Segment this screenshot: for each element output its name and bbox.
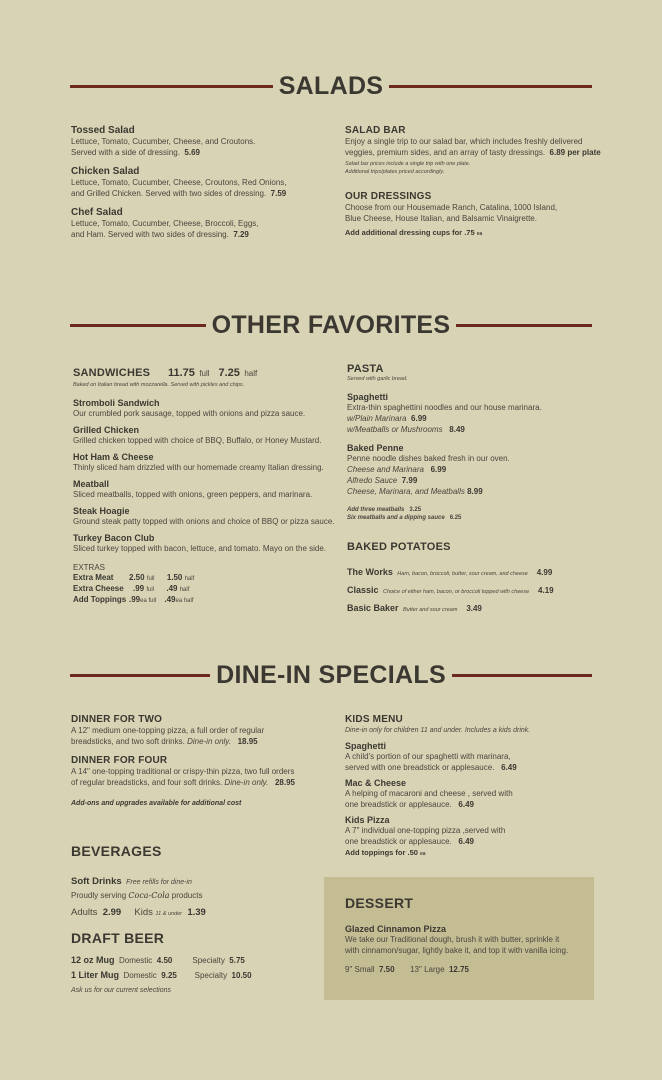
item-desc: Blue Cheese, House Italian, and Balsamic Vinaigrette.: [345, 214, 537, 223]
dinein-header: [70, 661, 592, 690]
beer-title: DRAFT BEER: [71, 930, 165, 946]
list-item: The Works Ham, bacon, broccoli, butter, sour cream, and cheese 4.99: [347, 567, 553, 577]
table-row: Extra Cheese .99 full .49 half: [73, 584, 190, 593]
menu-item-dinner-for-four: DINNER FOR FOUR A 14" one-topping traditional or crispy-thin pizza, two full orders of regular breadsticks, and four soft drinks. Dine-in only. 28.95: [71, 755, 295, 787]
kids-menu-column: [345, 714, 595, 860]
salads-right-column: [345, 125, 601, 240]
dessert-panel: [324, 877, 594, 1000]
favorites-header: [70, 311, 592, 340]
item-price: 6.89 per plate: [549, 148, 601, 157]
item-desc: Choose from our Housemade Ranch, Catalina, 1000 Island,: [345, 203, 558, 212]
beverages-title: BEVERAGES: [71, 843, 162, 859]
sandwiches-header: SANDWICHES 11.75 full 7.25 half: [73, 367, 258, 379]
salads-title: SALADS: [278, 72, 384, 100]
sandwiches-note: Baked on Italian bread with mozzarella. Served with pickles and chips.: [73, 382, 245, 388]
table-row: Add Toppings .99ea full .49ea half: [73, 595, 194, 604]
beer-section: [71, 930, 321, 996]
sandwich-list: [73, 398, 338, 554]
salads-header: [70, 72, 592, 101]
header-rule-left: [70, 324, 206, 327]
sandwich-half-price: 7.25: [218, 367, 240, 379]
list-item: Basic Baker Butter and sour cream 3.49: [347, 603, 482, 613]
pasta-note: Served with garlic bread.: [347, 376, 408, 382]
header-rule-right: [389, 85, 592, 88]
soft-drink-prices: Adults 2.99 Kids 11 & under 1.39: [71, 907, 206, 918]
beverages-section: [71, 843, 321, 918]
dinein-left-column: [71, 714, 333, 809]
menu-item-glazed-cinnamon-pizza: Glazed Cinnamon Pizza We take our Traditional dough, brush it with butter, sprinkle it with cinnamon/sugar, lightly bake it, and top it with vanilla icing. 9" Small 7.50 13" Large 12.75: [345, 924, 569, 974]
item-name: Tossed Salad: [71, 125, 135, 136]
pasta-addons: Add three meatballs 3.25 Six meatballs and a dipping sauce 6.25: [347, 507, 462, 521]
item-desc: veggies, premium sides, and an array of tasty dressings. 6.89 per plate: [345, 148, 601, 157]
item-price: 7.29: [233, 230, 249, 239]
item-desc: Lettuce, Tomato, Cucumber, Cheese, and Croutons.: [71, 137, 256, 146]
table-row: Extra Meat 2.50 full 1.50 half: [73, 573, 195, 582]
item-name: Chef Salad: [71, 207, 123, 218]
favorites-title: OTHER FAVORITES: [211, 311, 451, 339]
table-row: 12 oz Mug Domestic 4.50 Specialty 5.75: [71, 955, 245, 965]
kids-menu-note: Dine-in only for children 11 and under. Includes a kids drink.: [345, 727, 531, 734]
list-item: Spaghetti A child's portion of our spaghetti with marinara, served with one breadstick or applesauce. 6.49: [345, 741, 517, 772]
dressings-title: OUR DRESSINGS: [345, 191, 432, 202]
item-desc: and Ham. Served with two sides of dressing. 7.29: [71, 230, 249, 239]
potatoes-title: BAKED POTATOES: [347, 541, 451, 553]
item-desc: and Grilled Chicken. Served with two sides of dressing. 7.59: [71, 189, 287, 198]
pasta-title: PASTA: [347, 363, 384, 375]
item-price: 7.59: [270, 189, 287, 198]
menu-item-spaghetti: Spaghetti Extra-thin spaghettini noodles and our house marinara. w/Plain Marinara 6.99 w/Meatballs or Mushrooms 8.49: [347, 392, 542, 434]
sandwiches-title: SANDWICHES: [73, 367, 151, 379]
list-item: Hot Ham & Cheese Thinly sliced ham drizzled with our homemade creamy Italian dressing.: [73, 452, 324, 472]
soft-drinks-line: Soft Drinks Free refills for dine-in: [71, 876, 192, 887]
list-item: Kids Pizza A 7" individual one-topping pizza ,served with one breadstick or applesauce. 6.49: [345, 815, 506, 846]
table-row: 1 Liter Mug Domestic 9.25 Specialty 10.50: [71, 970, 252, 980]
salad-bar-section: [345, 125, 601, 176]
menu-item-dinner-for-two: DINNER FOR TWO A 12" medium one-topping pizza, a full order of regular breadsticks, and two soft drinks. Dine-in only. 18.95: [71, 714, 265, 746]
header-rule-right: [456, 324, 592, 327]
list-item: Steak Hoagie Ground steak patty topped with onions and choice of BBQ or pizza sauce.: [73, 506, 335, 526]
pasta-column: [347, 363, 597, 616]
dressing-addon: Add additional dressing cups for .75 ea: [345, 228, 483, 237]
coca-cola-logo: Coca-Cola: [128, 891, 170, 900]
salads-left-column: [71, 125, 333, 240]
item-desc: Enjoy a single trip to our salad bar, which includes freshly delivered: [345, 137, 583, 146]
beer-note: Ask us for our current selections: [71, 987, 171, 994]
dressings-section: [345, 191, 595, 240]
list-item: Stromboli Sandwich Our crumbled pork sausage, topped with onions and pizza sauce.: [73, 398, 306, 418]
header-rule-left: [70, 85, 273, 88]
menu-item-chicken-salad: [71, 166, 333, 199]
extras-title: EXTRAS: [73, 563, 106, 572]
list-item: Meatball Sliced meatballs, topped with onions, green peppers, and marinara.: [73, 479, 313, 499]
coke-line: Proudly serving Coca-Cola products: [71, 891, 203, 900]
menu-item-chef-salad: [71, 207, 333, 240]
sandwiches-column: [73, 363, 338, 606]
kids-menu-title: KIDS MENU: [345, 714, 403, 725]
salad-bar-note: Salad bar prices include a single trip with one plate.: [345, 161, 471, 167]
dessert-title: DESSERT: [345, 895, 414, 911]
list-item: Turkey Bacon Club Sliced turkey topped with bacon, lettuce, and tomato. Mayo on the side.: [73, 533, 327, 553]
item-price: 5.69: [184, 148, 200, 157]
item-desc: Served with a side of dressing. 5.69: [71, 148, 200, 157]
salad-bar-note: Additional trips/plates priced accordingly.: [345, 169, 445, 175]
addons-note: Add-ons and upgrades available for additional cost: [71, 800, 242, 807]
item-name: Chicken Salad: [71, 166, 140, 177]
header-rule-left: [70, 674, 210, 677]
extras-section: [73, 563, 338, 606]
sandwich-full-price: 11.75: [167, 367, 195, 379]
item-desc: Lettuce, Tomato, Cucumber, Cheese, Broccoli, Eggs,: [71, 219, 259, 228]
list-item: Mac & Cheese A helping of macaroni and cheese , served with one breadstick or applesauce. 6.49: [345, 778, 513, 809]
kids-toppings-addon: Add toppings for .50 ea: [345, 848, 426, 857]
list-item: Grilled Chicken Grilled chicken topped with choice of BBQ, Buffalo, or Honey Mustard.: [73, 425, 322, 445]
menu-item-baked-penne: Baked Penne Penne noodle dishes baked fresh in our oven. Cheese and Marinara 6.99 Alfredo Sauce 7.99 Cheese, Marinara, and Meatballs 8.99: [347, 443, 510, 496]
header-rule-right: [452, 674, 592, 677]
potatoes-section: [347, 541, 597, 616]
menu-item-tossed-salad: [71, 125, 333, 158]
salad-bar-title: SALAD BAR: [345, 125, 406, 136]
list-item: Classic Choice of either ham, bacon, or broccoli topped with cheese 4.19: [347, 585, 554, 595]
dinein-title: DINE-IN SPECIALS: [216, 661, 446, 689]
item-desc: Lettuce, Tomato, Cucumber, Cheese, Croutons, Red Onions,: [71, 178, 287, 187]
